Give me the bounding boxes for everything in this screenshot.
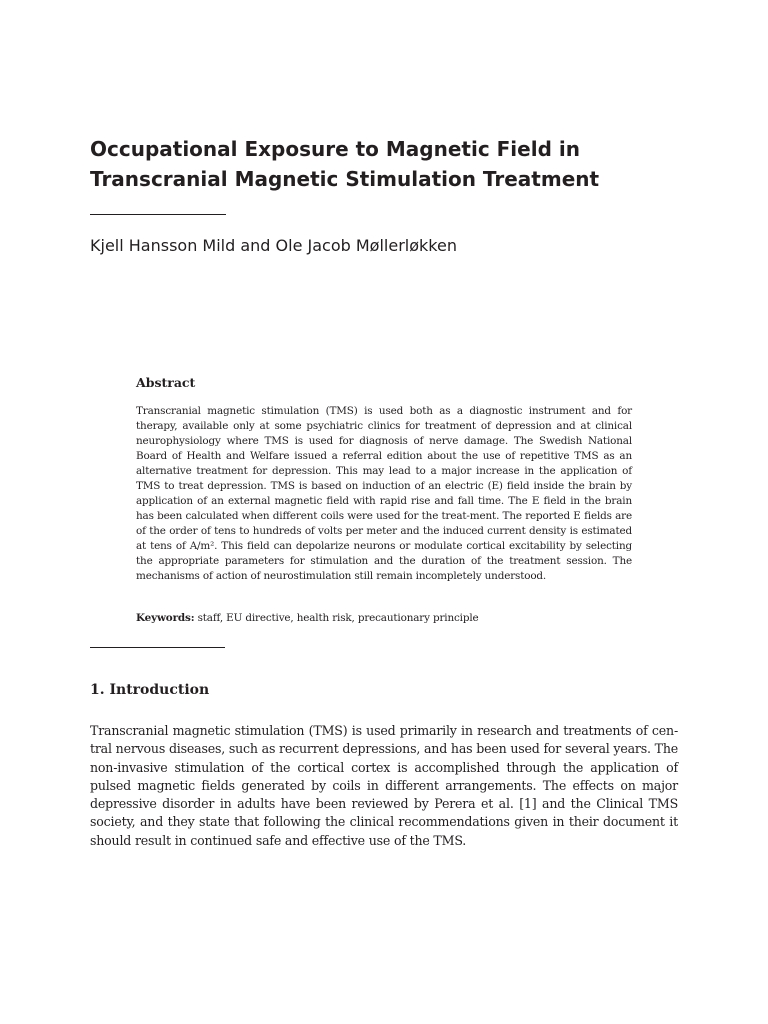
abstract-divider xyxy=(90,647,225,648)
abstract-text: Transcranial magnetic stimulation (TMS) is used both as a diagnostic instrument and for therapy, available only at some psychiatric clinics for treatment of depression and at clinical neurophysiology where TMS is used for diagnosis of nerve damage. The Swedish National Board of Health and Welfare issued a referral edition about the use of repetitive TMS as an alternative treatment for depression. This may lead to a major increase in the application of TMS to treat depression. TMS is based on induction of an electric (E) field inside the brain by application of an external magnetic field with rapid rise and fall time. The E field in the brain has been calculated when different coils were used for the treat-ment. The reported E fields are of the order of tens to hundreds of volts per meter and the induced current density is estimated at tens of A/m². This field can depolarize neurons or modulate cortical excitability by selecting the appropriate parameters for stimulation and the duration of the treatment session. The mechanisms of action of neurostimulation still remain incompletely understood. xyxy=(136,405,632,582)
section-heading: 1. Introduction xyxy=(90,682,210,698)
title-line-2: Transcranial Magnetic Stimulation Treatment xyxy=(90,167,600,191)
title-divider xyxy=(90,214,226,215)
author-list: Kjell Hansson Mild and Ole Jacob Møllerløkken xyxy=(90,236,457,255)
paper-title xyxy=(90,134,710,194)
keywords-values: staff, EU directive, health risk, precautionary principle xyxy=(197,612,479,624)
keywords-line xyxy=(136,611,632,626)
title-line-1: Occupational Exposure to Magnetic Field in xyxy=(90,137,580,161)
keywords-label: Keywords: xyxy=(136,612,195,624)
introduction-text: Transcranial magnetic stimulation (TMS) is used primarily in research and treatments of cen-tral nervous diseases, such as recurrent depressions, and has been used for several years. The non-invasive stimulation of the cortical cortex is accomplished through the application of pulsed magnetic fields generated by coils in different arrangements. The effects on major depressive disorder in adults have been reviewed by Perera et al. [1] and the Clinical TMS society, and they state that following the clinical recommendations given in their document it should result in continued safe and effective use of the TMS. xyxy=(90,723,678,848)
abstract-heading: Abstract xyxy=(136,375,196,390)
